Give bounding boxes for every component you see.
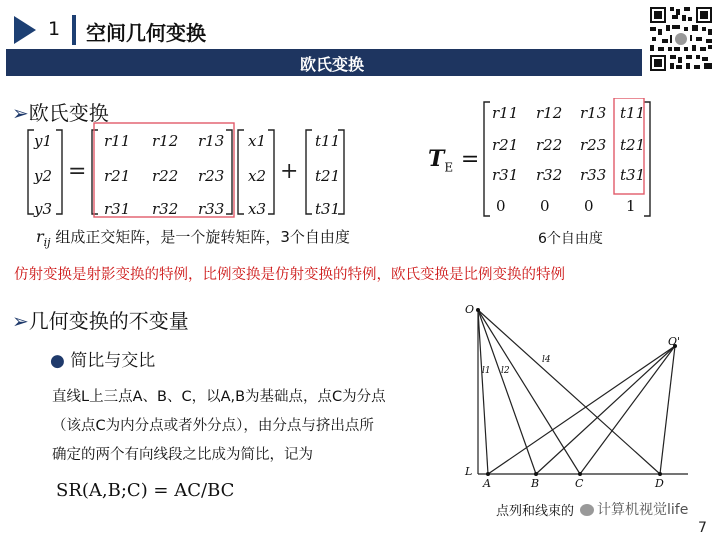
- rij-note: $r_{ij}$ 组成正交矩阵，是一个旋转矩阵，3个自由度: [36, 227, 350, 249]
- te-cell: r12: [536, 104, 563, 122]
- simple-ratio-formula: SR(A,B;C) = AC/BC: [56, 480, 235, 501]
- t-vector-3: t31: [315, 200, 341, 218]
- arrow-bullet-icon: ➢: [12, 309, 29, 333]
- t-vector-1: t11: [315, 132, 341, 150]
- te-cell: r13: [580, 104, 607, 122]
- label-a: A: [483, 477, 491, 490]
- rot-cell: r12: [152, 132, 179, 150]
- te-cell: r33: [580, 166, 607, 184]
- te-cell: t21: [620, 136, 646, 154]
- te-cell: r23: [580, 136, 607, 154]
- point-o: [476, 308, 480, 312]
- te-dof-note: 6个自由度: [538, 231, 603, 247]
- label-l: L: [465, 465, 473, 478]
- figure-caption: 点列和线束的: [496, 504, 575, 519]
- rot-cell: r22: [152, 167, 179, 185]
- y-vector-2: y2: [34, 167, 53, 185]
- section-title: 空间几何变换: [86, 21, 206, 45]
- label-l4: l4: [542, 355, 551, 365]
- wechat-icon: [580, 504, 594, 516]
- te-cell: r32: [536, 166, 563, 184]
- te-cell: t31: [620, 166, 646, 184]
- te-cell: t11: [620, 104, 646, 122]
- euclid-heading: ➢欧氏变换: [12, 101, 109, 125]
- section-triangle-icon: [14, 16, 36, 44]
- rot-cell: r31: [104, 200, 131, 218]
- svg-text:=: =: [68, 159, 87, 184]
- section-number: 1: [48, 18, 61, 40]
- x-vector-2: x2: [248, 167, 267, 185]
- watermark: 计算机视觉life: [580, 499, 688, 519]
- rot-cell: r23: [198, 167, 225, 185]
- rot-cell: r32: [152, 200, 179, 218]
- te-cell: r31: [492, 166, 519, 184]
- page-number: 7: [698, 520, 707, 536]
- paragraph-line: （该点C为内分点或者外分点），由分点与挤出点所: [52, 418, 374, 434]
- invariant-paragraph: [52, 383, 472, 470]
- y-vector-1: y1: [34, 132, 53, 150]
- point-b: [534, 472, 538, 476]
- pencil-lines-figure: [460, 298, 710, 520]
- qr-code-icon: [648, 5, 714, 73]
- special-case-note: 仿射变换是射影变换的特例，比例变换是仿射变换的特例，欧氏变换是比例变换的特例: [14, 267, 565, 283]
- label-o: O: [465, 303, 475, 316]
- invariant-heading: ➢几何变换的不变量: [12, 309, 189, 333]
- point-c: [578, 472, 582, 476]
- invariant-bullet: ● 简比与交比: [50, 351, 156, 371]
- banner-title: 欧氏变换: [300, 55, 365, 74]
- section-divider: [72, 15, 76, 45]
- label-l1: l1: [482, 366, 491, 376]
- rot-cell: r33: [198, 200, 225, 218]
- rot-cell: r21: [104, 167, 131, 185]
- x-vector-3: x3: [248, 200, 267, 218]
- svg-text:+: +: [280, 159, 299, 184]
- dot-bullet-icon: ●: [50, 351, 65, 371]
- te-cell: 1: [626, 197, 636, 215]
- te-cell: r11: [492, 104, 519, 122]
- label-d: D: [655, 477, 664, 490]
- t-vector-2: t21: [315, 167, 341, 185]
- rot-cell: r13: [198, 132, 225, 150]
- paragraph-line: 直线L上三点A、B、C，以A,B为基础点，点C为分点: [52, 389, 386, 405]
- paragraph-line: 确定的两个有向线段之比成为简比，记为: [52, 447, 313, 463]
- te-cell: r22: [536, 136, 563, 154]
- point-d: [658, 472, 662, 476]
- arrow-bullet-icon: ➢: [12, 101, 29, 125]
- rot-cell: r11: [104, 132, 131, 150]
- y-vector-3: y3: [34, 200, 53, 218]
- label-c: C: [575, 477, 584, 490]
- te-cell: 0: [584, 197, 594, 215]
- te-cell: 0: [496, 197, 506, 215]
- label-l2: l2: [501, 366, 510, 376]
- te-label: $T_E$ =: [428, 146, 480, 175]
- te-cell: r21: [492, 136, 519, 154]
- euclid-equation: [22, 120, 352, 220]
- te-cell: 0: [540, 197, 550, 215]
- label-o-prime: O': [668, 335, 681, 348]
- x-vector-1: x1: [248, 132, 267, 150]
- label-b: B: [531, 477, 540, 490]
- point-a: [486, 472, 490, 476]
